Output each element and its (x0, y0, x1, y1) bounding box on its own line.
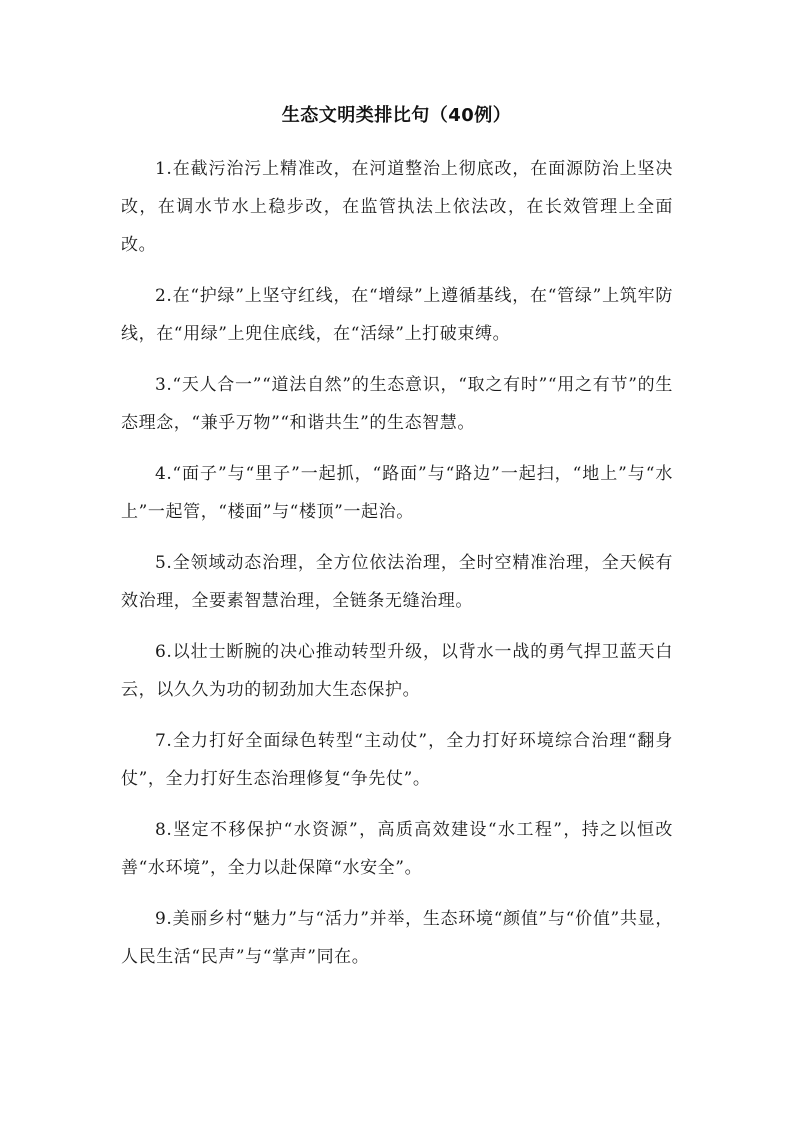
paragraph-5: 5.全领域动态治理，全方位依法治理，全时空精准治理，全天候有效治理，全要素智慧治理，全链条无缝治理。 (121, 553, 673, 611)
paragraph-3: 3.“天人合一”“道法自然”的生态意识，“取之有时”“用之有节”的生态理念，“兼乎万物”“和谐共生”的生态智慧。 (121, 375, 673, 433)
document-title: 生态文明类排比句（40例） (281, 105, 512, 126)
paragraph-9: 9.美丽乡村“魅力”与“活力”并举，生态环境“颜值”与“价值”共显，人民生活“民声”与“掌声”同在。 (121, 909, 673, 967)
paragraph-2: 2.在“护绿”上坚守红线，在“增绿”上遵循基线，在“管绿”上筑牢防线，在“用绿”上兜住底线，在“活绿”上打破束缚。 (121, 286, 673, 344)
paragraph-4: 4.“面子”与“里子”一起抓，“路面”与“路边”一起扫，“地上”与“水上”一起管，“楼面”与“楼顶”一起治。 (121, 464, 673, 522)
paragraph-7: 7.全力打好全面绿色转型“主动仗”，全力打好环境综合治理“翻身仗”，全力打好生态治理修复“争先仗”。 (121, 731, 673, 789)
document-body (121, 150, 673, 989)
paragraph-1: 1.在截污治污上精准改，在河道整治上彻底改，在面源防治上坚决改，在调水节水上稳步改，在监管执法上依法改，在长效管理上全面改。 (121, 159, 673, 255)
paragraph-6: 6.以壮士断腕的决心推动转型升级，以背水一战的勇气捍卫蓝天白云，以久久为功的韧劲加大生态保护。 (121, 642, 673, 700)
paragraph-8: 8.坚定不移保护“水资源”，高质高效建设“水工程”，持之以恒改善“水环境”，全力以赴保障“水安全”。 (121, 820, 673, 878)
